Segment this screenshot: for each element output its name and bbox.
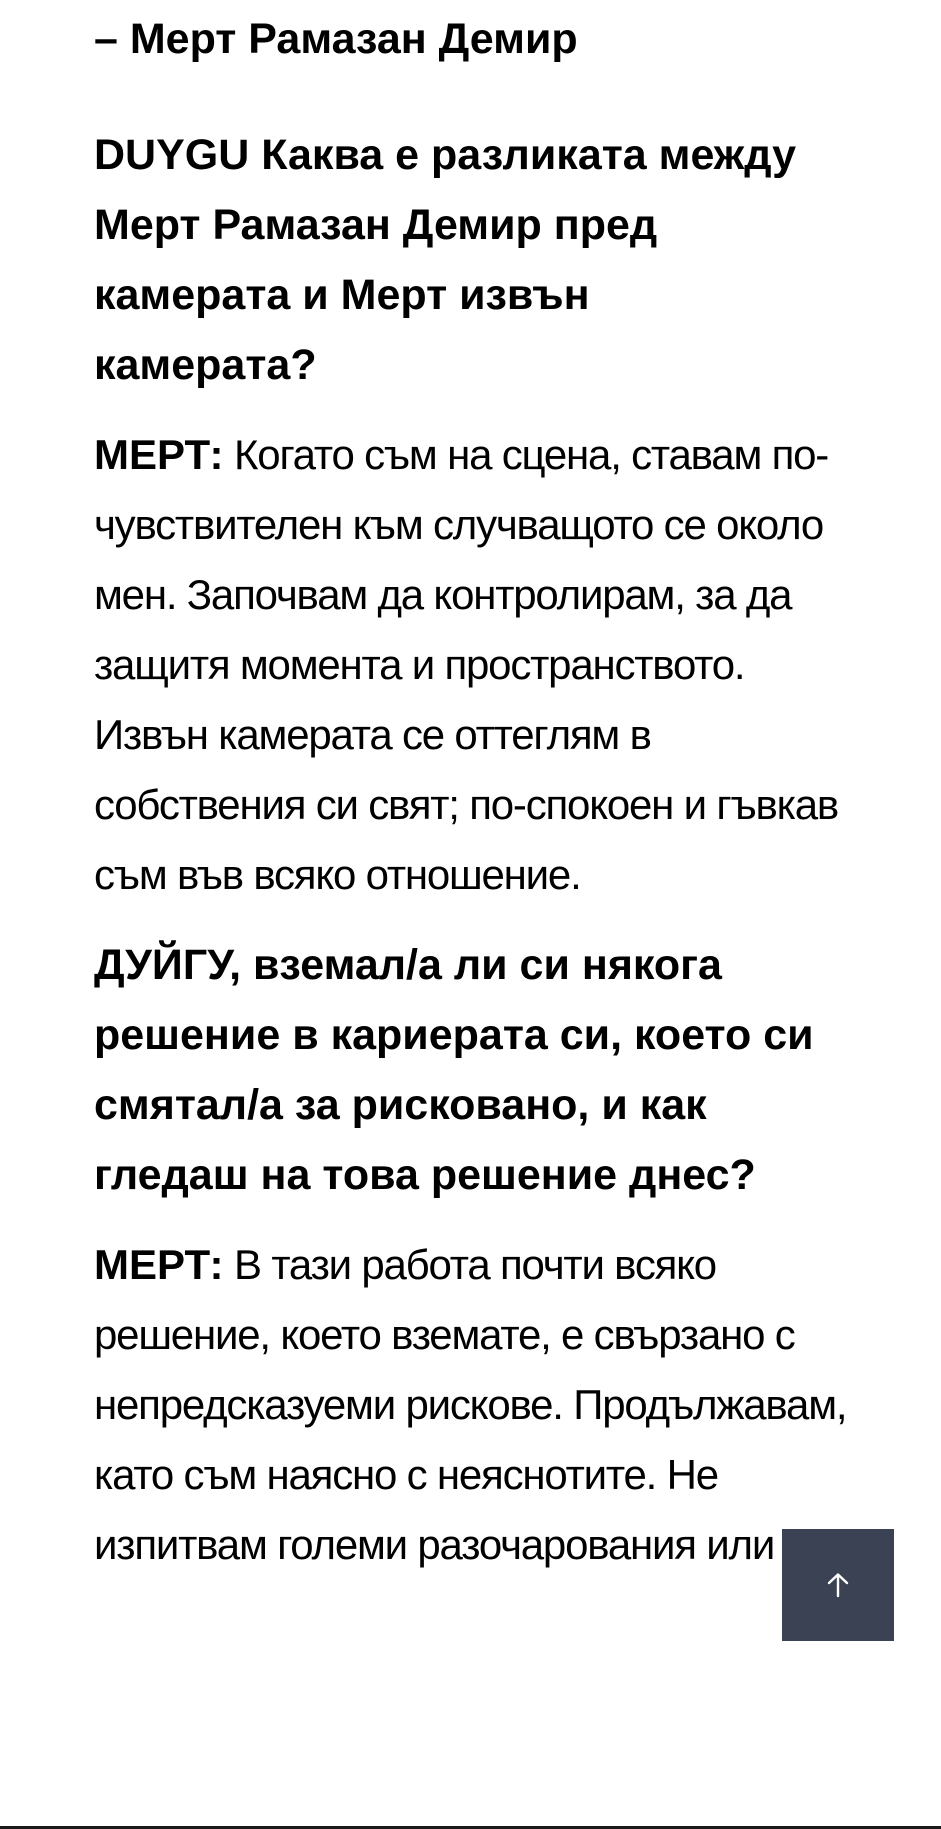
article-body [94,0,854,1580]
interview-answer-2 [94,1230,854,1580]
interview-answer-1 [94,420,854,910]
answer-text: В тази работа почти всяко решение, което вземате, е свързано с непредсказуеми рискове. Продължавам, като съм наясно с неяснотите. Не изпитвам големи разочарования или [94,1241,847,1568]
answer-text: Когато съм на сцена, ставам по-чувствителен към случващото се около мен. Започвам да контролирам, за да защитя момента и пространството. Извън камерата се оттеглям в собствения си свят; по-спокоен и гъвкав съм във всяко отношение. [94,431,839,898]
interview-question-1: DUYGU Каква е разликата между Мерт Рамазан Демир пред камерата и Мерт извън камерата? [94,131,797,389]
scroll-to-top-button[interactable] [782,1529,894,1641]
interview-question-2: ДУЙГУ, вземал/а ли си някога решение в кариерата си, което си смятал/а за рисковано, и как гледаш на това решение днес? [94,941,814,1199]
arrow-up-icon [824,1571,852,1599]
answer-speaker-label: МЕРТ: [94,1241,224,1288]
answer-speaker-label: МЕРТ: [94,431,224,478]
article-byline: – Мерт Рамазан Демир [94,15,578,63]
